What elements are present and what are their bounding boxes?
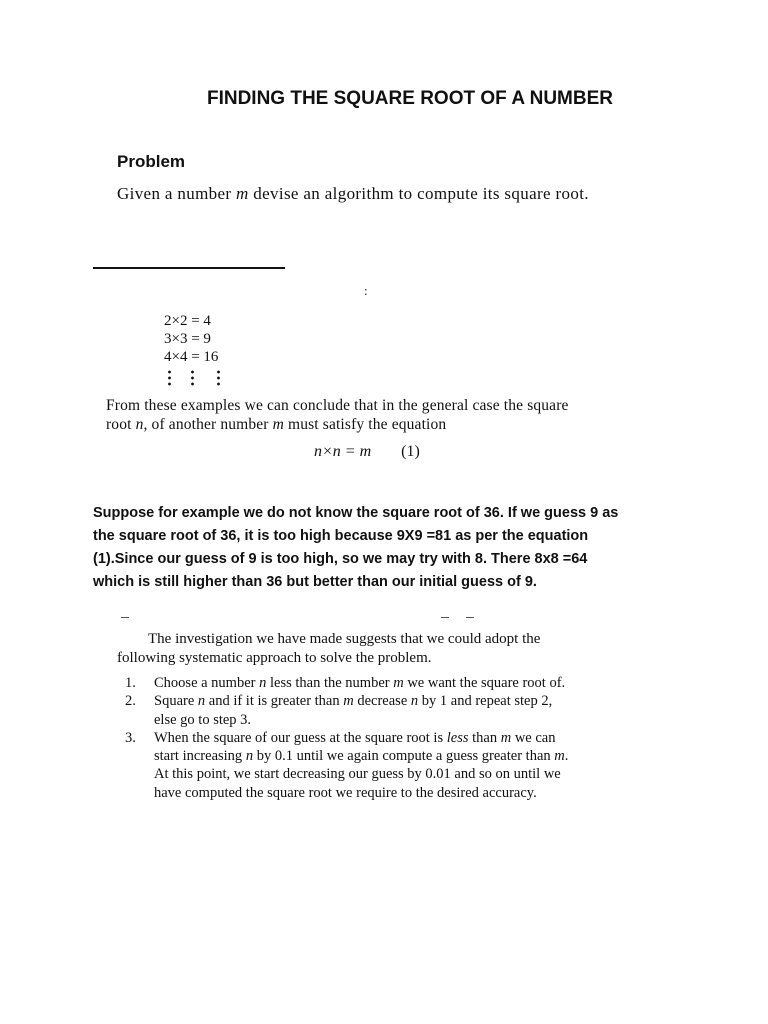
example-line: 2×2 = 4	[164, 313, 211, 329]
investigation-paragraph	[117, 630, 657, 668]
paragraph-line: the square root of 36, it is too high because 9X9 =81 as per the equation	[93, 528, 589, 544]
step-line: Choose a number n less than the number m we want the square root of.	[154, 675, 566, 691]
step-line: else go to step 3.	[154, 711, 252, 728]
equation-1	[314, 443, 420, 461]
step-item	[125, 729, 665, 802]
step-number: 2.	[125, 693, 136, 710]
scan-mark	[121, 617, 129, 618]
conclusion-paragraph	[106, 396, 666, 434]
step-line: Square n and if it is greater than m decrease n by 1 and repeat step 2,	[154, 693, 553, 710]
equation-number: (1)	[401, 443, 420, 460]
paragraph-line: following systematic approach to solve the problem.	[117, 650, 432, 666]
equation-expression: n×n = m	[314, 443, 372, 460]
step-item	[125, 692, 665, 729]
algorithm-steps	[125, 674, 665, 802]
step-line: When the square of our guess at the square root is less than m we can	[154, 729, 556, 746]
conclusion-line: root n, of another number m must satisfy the equation	[106, 416, 447, 433]
problem-statement: Given a number m devise an algorithm to compute its square root.	[117, 184, 589, 203]
scan-mark	[441, 617, 449, 618]
problem-heading: Problem	[117, 152, 186, 171]
horizontal-rule	[93, 267, 285, 269]
example-line: 4×4 = 16	[164, 349, 219, 365]
colon-mark: :	[364, 283, 368, 298]
vertical-ellipsis	[166, 369, 226, 387]
scan-mark	[466, 617, 474, 618]
step-number: 1.	[125, 675, 136, 691]
step-line: start increasing n by 0.1 until we again compute a guess greater than m.	[154, 748, 569, 765]
step-line: At this point, we start decreasing our guess by 0.01 and so on until we	[154, 766, 561, 783]
example-line: 3×3 = 9	[164, 331, 211, 347]
step-item	[125, 674, 665, 692]
paragraph-line: The investigation we have made suggests that we could adopt the	[148, 631, 541, 647]
conclusion-line: From these examples we can conclude that in the general case the square	[106, 397, 569, 414]
step-line: have computed the square root we require to the desired accuracy.	[154, 784, 537, 801]
paragraph-line: which is still higher than 36 but better than our initial guess of 9.	[93, 574, 537, 590]
square-examples	[164, 312, 218, 366]
paragraph-line: Suppose for example we do not know the square root of 36. If we guess 9 as	[93, 505, 619, 521]
step-number: 3.	[125, 729, 136, 746]
example-explanation-paragraph	[93, 502, 693, 594]
page-title: FINDING THE SQUARE ROOT OF A NUMBER	[206, 88, 614, 109]
paragraph-line: (1).Since our guess of 9 is too high, so we may try with 8. There 8x8 =64	[93, 551, 588, 567]
